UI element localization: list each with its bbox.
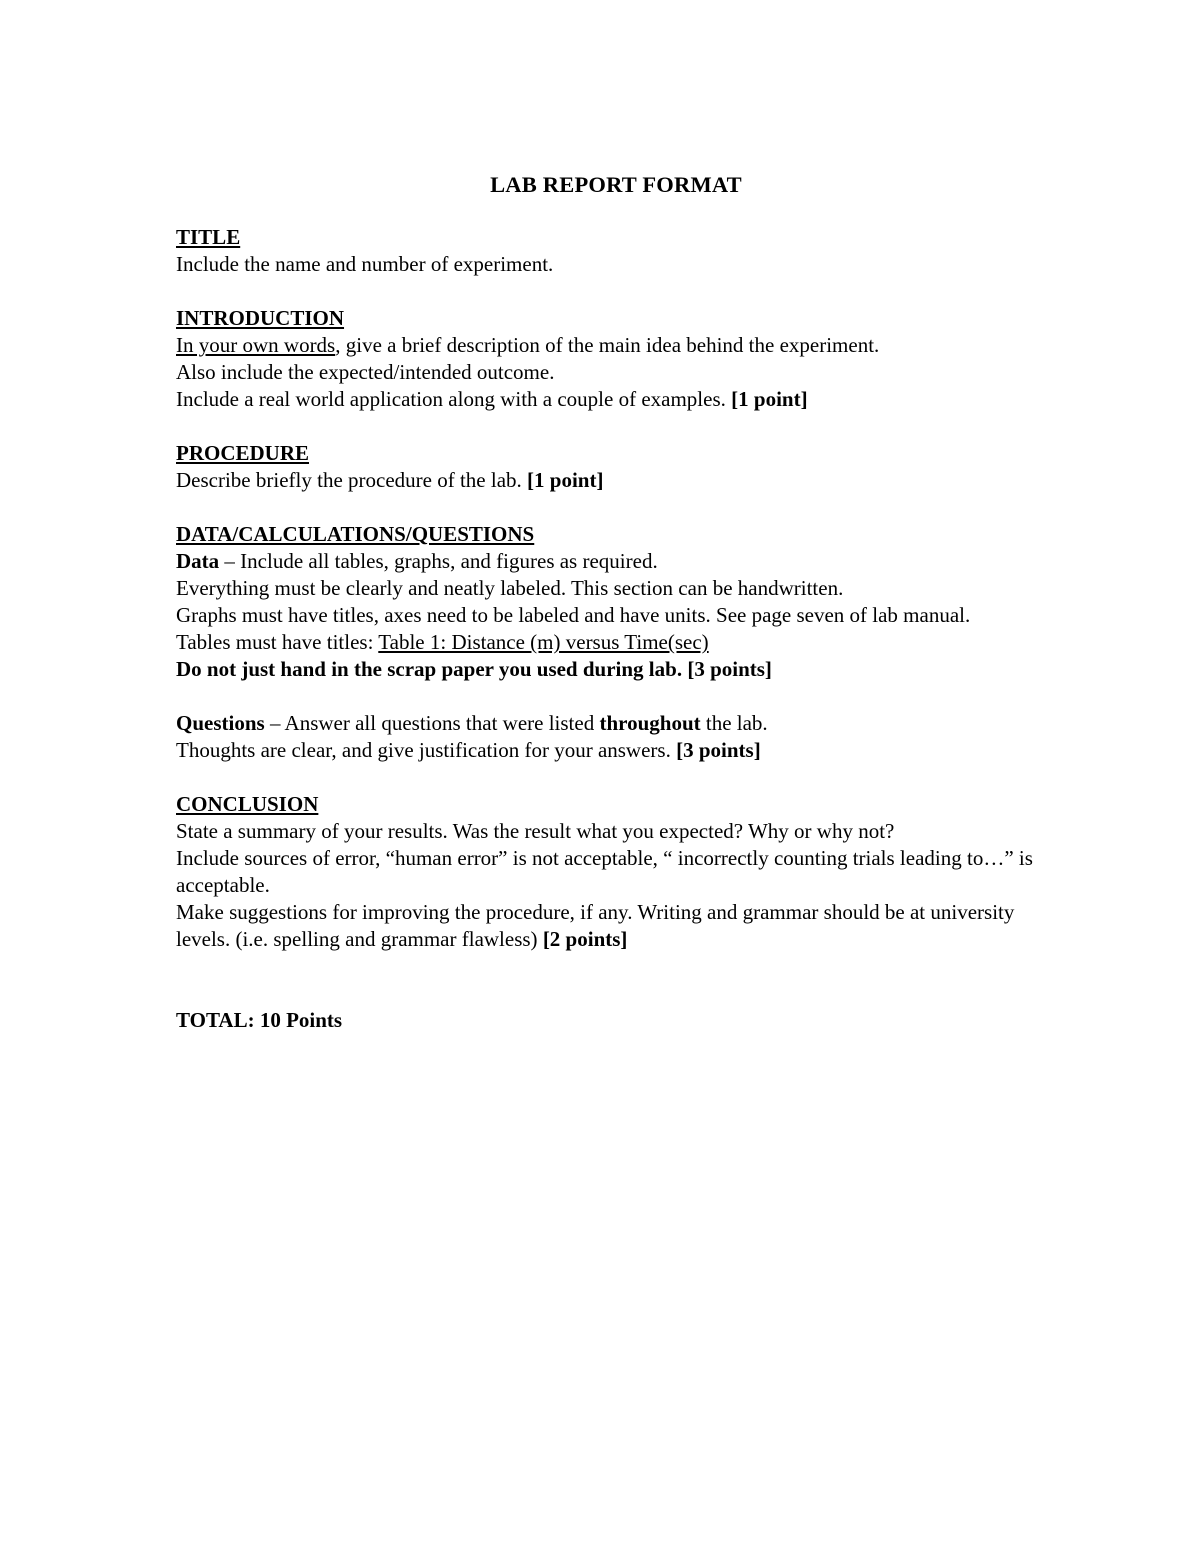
- section-title: [176, 224, 1056, 278]
- conclusion-line-3: [176, 899, 1056, 953]
- data-line-1-text: – Include all tables, graphs, and figures as required.: [219, 549, 658, 573]
- questions-line-2-text: Thoughts are clear, and give justification for your answers.: [176, 738, 671, 762]
- introduction-line-3-text: Include a real world application along with a couple of examples.: [176, 387, 726, 411]
- section-introduction: [176, 305, 1056, 413]
- introduction-underlined-phrase: In your own words: [176, 333, 336, 357]
- questions-points: [3 points]: [676, 738, 761, 762]
- questions-line-1: [176, 710, 1056, 737]
- introduction-points: [1 point]: [731, 387, 808, 411]
- section-procedure: [176, 440, 1056, 494]
- introduction-line-3: [176, 386, 1056, 413]
- data-label: Data: [176, 549, 220, 573]
- questions-line-2: [176, 737, 1056, 764]
- data-line-3: Graphs must have titles, axes need to be labeled and have units. See page seven of lab manual.: [176, 603, 971, 627]
- conclusion-line-2: Include sources of error, “human error” is not acceptable, “ incorrectly counting trials leading to…” is acceptable.: [176, 846, 1033, 897]
- procedure-points: [1 point]: [527, 468, 604, 492]
- questions-bold-word: throughout: [599, 711, 701, 735]
- introduction-line-2: Also include the expected/intended outcome.: [176, 360, 555, 384]
- section-heading-title: TITLE: [176, 225, 241, 249]
- document-title: LAB REPORT FORMAT: [490, 172, 742, 197]
- section-heading-data: DATA/CALCULATIONS/QUESTIONS: [176, 522, 535, 546]
- data-line-4: [176, 629, 1056, 656]
- section-heading-conclusion: CONCLUSION: [176, 792, 319, 816]
- document-page: [176, 170, 1056, 1034]
- data-line-2: Everything must be clearly and neatly labeled. This section can be handwritten.: [176, 576, 844, 600]
- questions-end: the lab.: [700, 711, 768, 735]
- section-conclusion: [176, 791, 1056, 953]
- procedure-line: [176, 467, 1056, 494]
- questions-text: – Answer all questions that were listed: [264, 711, 600, 735]
- data-line-4-prefix: Tables must have titles:: [176, 630, 379, 654]
- data-line-5: Do not just hand in the scrap paper you used during lab. [3 points]: [176, 657, 772, 681]
- introduction-line-1-rest: , give a brief description of the main idea behind the experiment.: [335, 333, 880, 357]
- procedure-text: Describe briefly the procedure of the lab.: [176, 468, 522, 492]
- questions-label: Questions: [176, 711, 265, 735]
- title-description: Include the name and number of experiment.: [176, 252, 554, 276]
- conclusion-line-1: State a summary of your results. Was the result what you expected? Why or why not?: [176, 819, 895, 843]
- introduction-line-1: [176, 332, 1056, 359]
- section-heading-introduction: INTRODUCTION: [176, 306, 345, 330]
- data-line-1: [176, 548, 1056, 575]
- conclusion-points: [2 points]: [542, 927, 628, 951]
- section-heading-procedure: PROCEDURE: [176, 441, 310, 465]
- section-data-calculations-questions: [176, 521, 1056, 764]
- table-title-example: Table 1: Distance (m) versus Time(sec): [378, 630, 709, 654]
- total-points: TOTAL: 10 Points: [176, 1008, 343, 1032]
- conclusion-line-3-text: Make suggestions for improving the procedure, if any. Writing and grammar should be at university levels. (i.e. spelling and grammar flawless): [176, 900, 1015, 951]
